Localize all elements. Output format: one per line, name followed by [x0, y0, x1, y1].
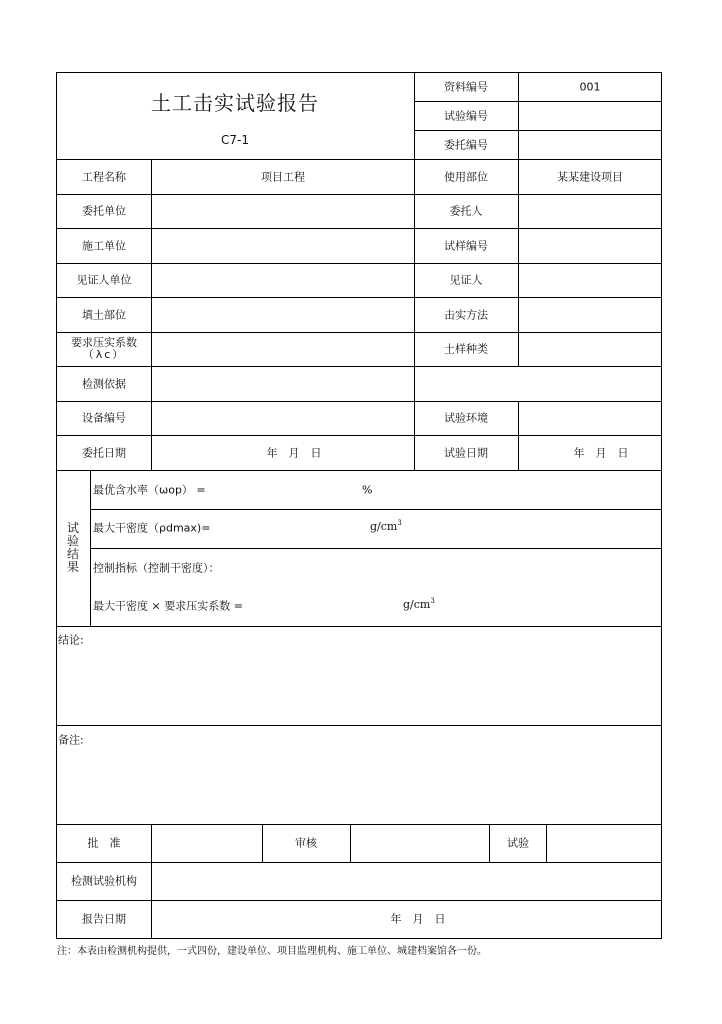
equipment-no-field[interactable] [152, 402, 414, 435]
report-date-value[interactable]: 年 月 日 [390, 912, 446, 926]
max-dry-density-label: 最大干密度（ρdmax)= [93, 521, 211, 535]
use-location-value[interactable]: 某某建设项目 [557, 170, 623, 184]
basis-label: 检测依据 [82, 377, 126, 391]
project-name-value[interactable]: 项目工程 [261, 170, 305, 184]
test-date-label: 试验日期 [444, 446, 488, 460]
data-no-value[interactable]: 001 [579, 80, 601, 94]
density-unit-text: g/cm [370, 519, 398, 533]
report-date-label: 报告日期 [82, 912, 126, 926]
use-location-label: 使用部位 [444, 170, 488, 184]
test-date-value[interactable]: 年 月 日 [573, 446, 629, 460]
report-title: 土工击实试验报告 [151, 91, 319, 115]
footnote: 注：本表由检测机构提供，一式四份，建设单位、项目监理机构、施工单位、城建档案馆各一份。 [57, 946, 487, 957]
required-coef-field[interactable] [152, 333, 414, 366]
control-formula-label: 最大干密度 × 要求压实系数 = [93, 599, 243, 613]
results-section-label: 试验结果 [66, 521, 79, 574]
construction-unit-label: 施工单位 [82, 239, 126, 253]
fill-location-label: 填土部位 [82, 308, 126, 322]
client-field[interactable] [519, 195, 661, 228]
review-signature-field[interactable] [351, 825, 489, 862]
required-coef-label-line2: （λc） [82, 348, 126, 361]
control-unit-text: g/cm [403, 597, 431, 611]
remarks-label: 备注: [58, 733, 84, 747]
witness-field[interactable] [519, 264, 661, 297]
witness-label: 见证人 [449, 273, 483, 287]
review-label: 审核 [295, 836, 317, 850]
environment-label: 试验环境 [444, 411, 488, 425]
optimal-moisture-label: 最优含水率（ωop） = [93, 483, 206, 497]
test-signature-label: 试验 [507, 836, 529, 850]
entrust-no-field[interactable] [519, 131, 661, 159]
approve-label: 批 准 [87, 836, 121, 850]
entrust-date-label: 委托日期 [82, 446, 126, 460]
control-index-label: 控制指标（控制干密度）： [93, 561, 220, 575]
entrust-no-label: 委托编号 [444, 138, 488, 152]
test-signature-field[interactable] [547, 825, 661, 862]
client-unit-field[interactable] [152, 195, 414, 228]
test-no-label: 试验编号 [444, 109, 488, 123]
construction-unit-field[interactable] [152, 229, 414, 263]
test-no-field[interactable] [519, 102, 661, 130]
witness-unit-field[interactable] [152, 264, 414, 297]
compaction-method-label: 击实方法 [444, 308, 488, 322]
basis-field[interactable] [152, 367, 661, 401]
sample-no-field[interactable] [519, 229, 661, 263]
approve-signature-field[interactable] [152, 825, 262, 862]
form-code: C7-1 [221, 133, 249, 147]
soil-type-label: 土样种类 [444, 342, 488, 356]
soil-type-field[interactable] [519, 333, 661, 366]
institution-field[interactable] [152, 863, 661, 900]
compaction-method-field[interactable] [519, 298, 661, 332]
entrust-date-value[interactable]: 年 月 日 [266, 446, 322, 460]
equipment-no-label: 设备编号 [82, 411, 126, 425]
density-unit-sup: 3 [397, 519, 402, 528]
optimal-moisture-unit: % [362, 483, 373, 497]
remarks-field[interactable] [57, 726, 661, 824]
witness-unit-label: 见证人单位 [76, 273, 132, 287]
client-unit-label: 委托单位 [82, 204, 126, 218]
conclusion-label: 结论: [58, 633, 84, 647]
fill-location-field[interactable] [152, 298, 414, 332]
project-name-label: 工程名称 [82, 170, 126, 184]
institution-label: 检测试验机构 [71, 874, 137, 888]
required-coef-label [71, 337, 137, 361]
max-dry-density-unit [370, 520, 402, 532]
environment-field[interactable] [519, 402, 661, 435]
required-coef-label-line1: 要求压实系数 [71, 336, 137, 349]
control-unit-sup: 3 [430, 597, 435, 606]
data-no-label: 资料编号 [444, 80, 488, 94]
client-label: 委托人 [449, 204, 483, 218]
control-unit [403, 598, 435, 610]
conclusion-field[interactable] [57, 627, 661, 725]
sample-no-label: 试样编号 [444, 239, 488, 253]
